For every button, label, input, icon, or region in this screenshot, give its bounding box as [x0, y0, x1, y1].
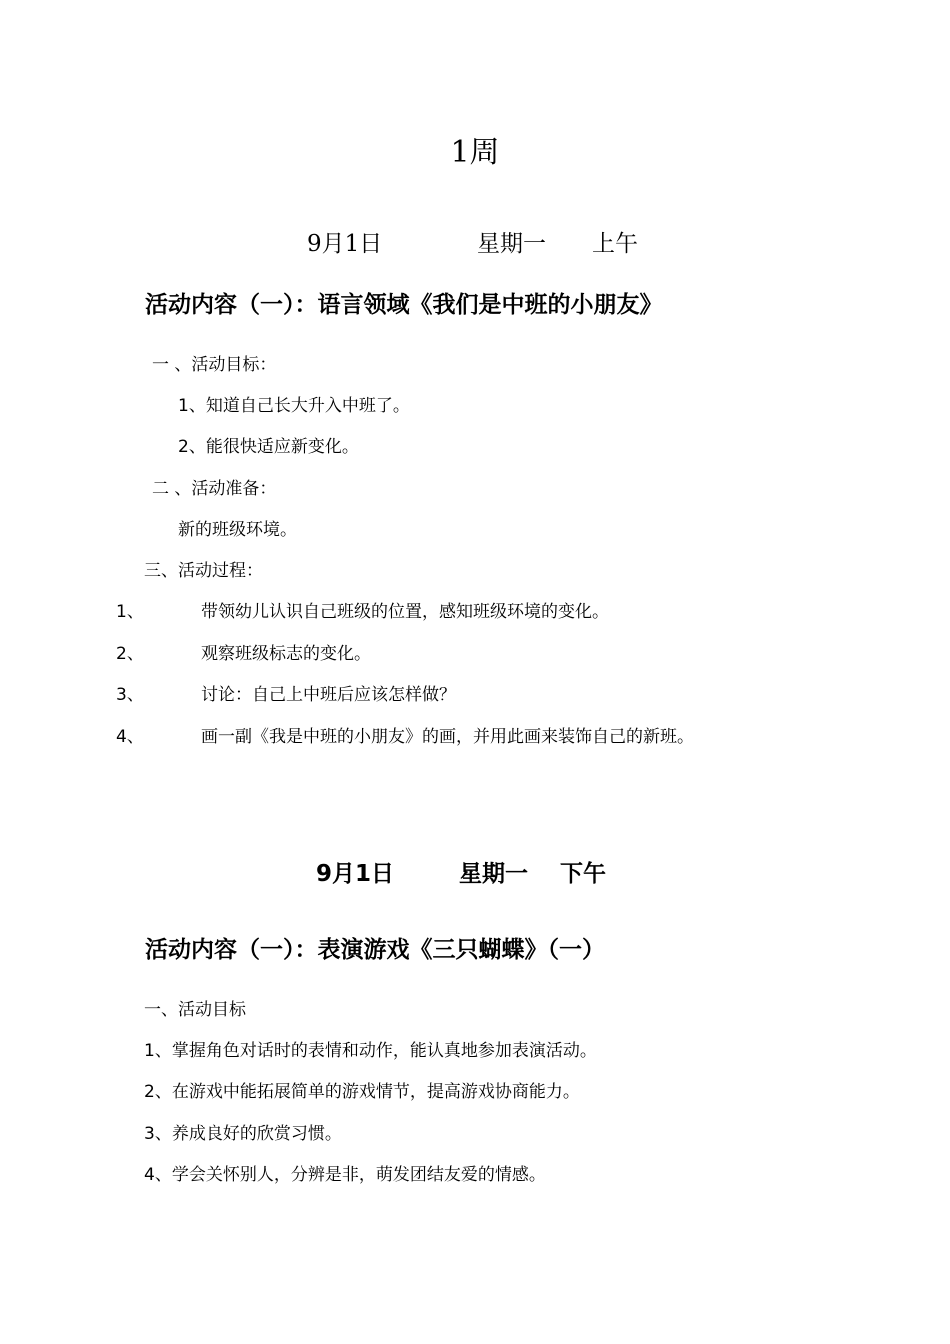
morning-process-heading: 三、活动过程：: [144, 561, 263, 581]
afternoon-weekday: 星期一: [459, 861, 528, 887]
process-step-text: 画一副《我是中班的小朋友》的画，并用此画来装饰自己的新班。: [201, 727, 694, 747]
process-step-text: 讨论：自己上中班后应该怎样做？: [201, 685, 456, 705]
process-step-number: 3、: [116, 685, 144, 705]
process-step-number: 4、: [116, 727, 144, 747]
morning-goal-item: 2、能很快适应新变化。: [178, 437, 359, 457]
morning-activity-title: 活动内容（一）：语言领域《我们是中班的小朋友》: [145, 292, 663, 318]
morning-period: 上午: [592, 231, 638, 257]
process-step-text: 带领幼儿认识自己班级的位置，感知班级环境的变化。: [201, 602, 609, 622]
morning-preparation-text: 新的班级环境。: [178, 520, 297, 540]
afternoon-goals-heading: 一、活动目标: [144, 1000, 246, 1020]
week-title: 1周: [450, 135, 500, 170]
morning-goal-item: 1、知道自己长大升入中班了。: [178, 396, 410, 416]
morning-goals-heading: 一 、活动目标：: [152, 355, 277, 375]
process-step-text: 观察班级标志的变化。: [201, 644, 371, 664]
afternoon-activity-title: 活动内容（一）：表演游戏《三只蝴蝶》（一）: [145, 937, 605, 963]
morning-date: 9月1日: [307, 231, 383, 257]
afternoon-goal-item: 4、学会关怀别人，分辨是非，萌发团结友爱的情感。: [144, 1165, 546, 1185]
morning-weekday: 星期一: [477, 231, 546, 257]
process-step-number: 2、: [116, 644, 144, 664]
morning-preparation-heading: 二 、活动准备：: [152, 479, 277, 499]
afternoon-date: 9月1日: [316, 861, 395, 887]
afternoon-goal-item: 3、养成良好的欣赏习惯。: [144, 1124, 342, 1144]
process-step-number: 1、: [116, 602, 144, 622]
afternoon-goal-item: 1、掌握角色对话时的表情和动作，能认真地参加表演活动。: [144, 1041, 597, 1061]
afternoon-goal-item: 2、在游戏中能拓展简单的游戏情节，提高游戏协商能力。: [144, 1082, 580, 1102]
afternoon-period: 下午: [560, 861, 606, 887]
